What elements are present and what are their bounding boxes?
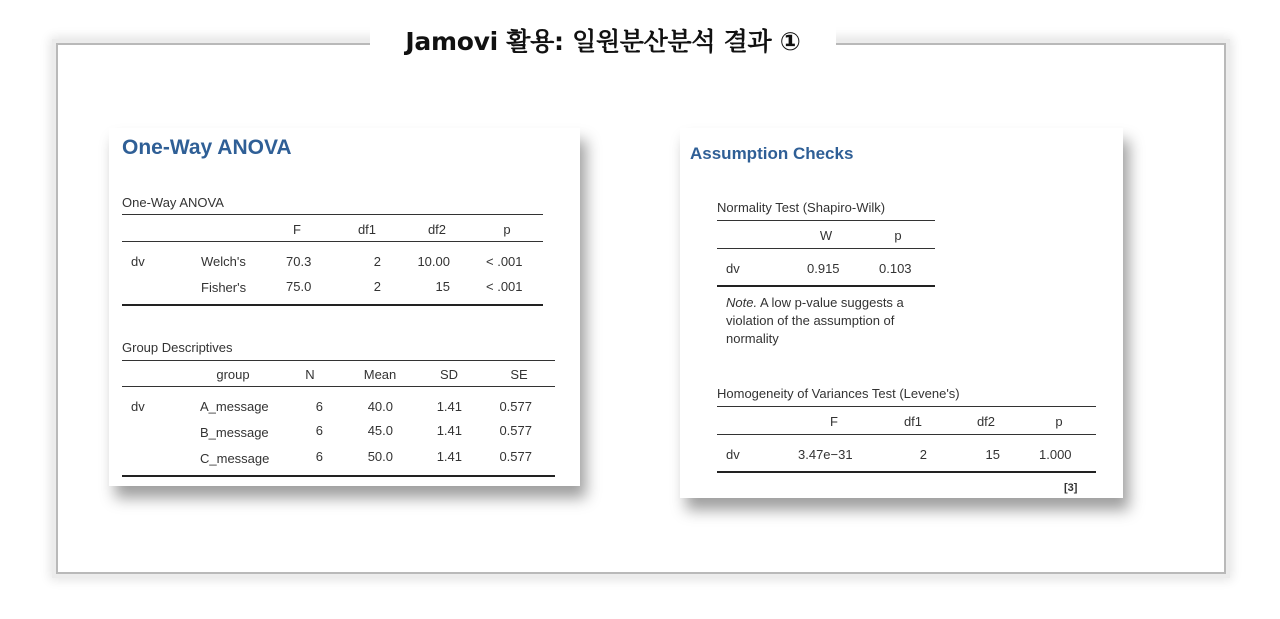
one-way-anova-panel: [109, 128, 580, 486]
table-rule: [717, 434, 1096, 435]
table-rule: [717, 220, 935, 221]
col-header-df1: df1: [357, 222, 377, 237]
sd-value: 1.41: [436, 399, 462, 414]
table-rule: [717, 406, 1096, 407]
mean-value: 40.0: [367, 399, 393, 414]
panel-title: One-Way ANOVA: [122, 136, 292, 159]
table-rule: [122, 214, 543, 215]
col-header-w: W: [819, 228, 833, 243]
group-name: B_message: [200, 425, 269, 440]
df1-value: 2: [919, 447, 927, 462]
group-name: C_message: [200, 451, 270, 466]
n-value: 6: [315, 423, 323, 438]
anova-table-caption: One-Way ANOVA: [122, 195, 224, 210]
panel-title: Assumption Checks: [690, 144, 854, 163]
df1-value: 2: [373, 254, 381, 269]
levene-table-caption: Homogeneity of Variances Test (Levene's): [717, 386, 960, 401]
sd-value: 1.41: [436, 449, 462, 464]
p-value: 1.000: [1039, 447, 1072, 462]
col-header-f: F: [830, 414, 838, 429]
sd-value: 1.41: [436, 423, 462, 438]
row-label: Welch's: [201, 254, 246, 269]
col-header-df2: df2: [427, 222, 447, 237]
row-label: Fisher's: [201, 280, 247, 295]
dv-label: dv: [726, 261, 740, 276]
f-value: 75.0: [286, 279, 312, 294]
col-header-group: group: [216, 367, 250, 382]
p-value: 0.103: [879, 261, 912, 276]
note-label: Note.: [726, 295, 758, 310]
n-value: 6: [315, 399, 323, 414]
table-rule: [122, 475, 555, 477]
col-header-f: F: [293, 222, 301, 237]
mean-value: 50.0: [367, 449, 393, 464]
normality-table-caption: Normality Test (Shapiro-Wilk): [717, 200, 886, 215]
col-header-df2: df2: [976, 414, 996, 429]
se-value: 0.577: [499, 423, 532, 438]
p-value: < .001: [486, 279, 523, 294]
df2-value: 15: [435, 279, 450, 294]
p-value: < .001: [486, 254, 523, 269]
dv-label: dv: [131, 254, 145, 269]
f-value: 70.3: [286, 254, 312, 269]
col-header-p: p: [1055, 414, 1063, 429]
reference-marker: [3]: [1064, 482, 1078, 494]
desc-table-caption: Group Descriptives: [122, 340, 233, 355]
table-rule: [717, 248, 935, 249]
table-rule: [122, 360, 555, 361]
col-header-p: p: [894, 228, 902, 243]
slide-headline: Jamovi 활용: 일원분산분석 결과 ①: [370, 24, 836, 60]
table-rule: [122, 386, 555, 387]
f-value: 3.47e−31: [798, 447, 853, 462]
dv-label: dv: [131, 399, 145, 414]
assumption-checks-panel: [680, 128, 1123, 498]
df2-value: 15: [985, 447, 1000, 462]
table-rule: [717, 285, 935, 287]
col-header-p: p: [503, 222, 511, 237]
w-value: 0.915: [807, 261, 840, 276]
se-value: 0.577: [499, 399, 532, 414]
n-value: 6: [315, 449, 323, 464]
table-rule: [122, 304, 543, 306]
se-value: 0.577: [499, 449, 532, 464]
mean-value: 45.0: [367, 423, 393, 438]
col-header-sd: SD: [439, 367, 459, 382]
df1-value: 2: [373, 279, 381, 294]
group-name: A_message: [200, 399, 269, 414]
table-rule: [122, 241, 543, 242]
normality-note: [726, 294, 926, 348]
col-header-se: SE: [510, 367, 528, 382]
df2-value: 10.00: [417, 254, 450, 269]
col-header-df1: df1: [903, 414, 923, 429]
col-header-mean: Mean: [363, 367, 397, 382]
table-rule: [717, 471, 1096, 473]
note-text: A low p-value suggests a violation of the assumption of normality: [726, 295, 904, 346]
col-header-n: N: [305, 367, 315, 382]
dv-label: dv: [726, 447, 740, 462]
